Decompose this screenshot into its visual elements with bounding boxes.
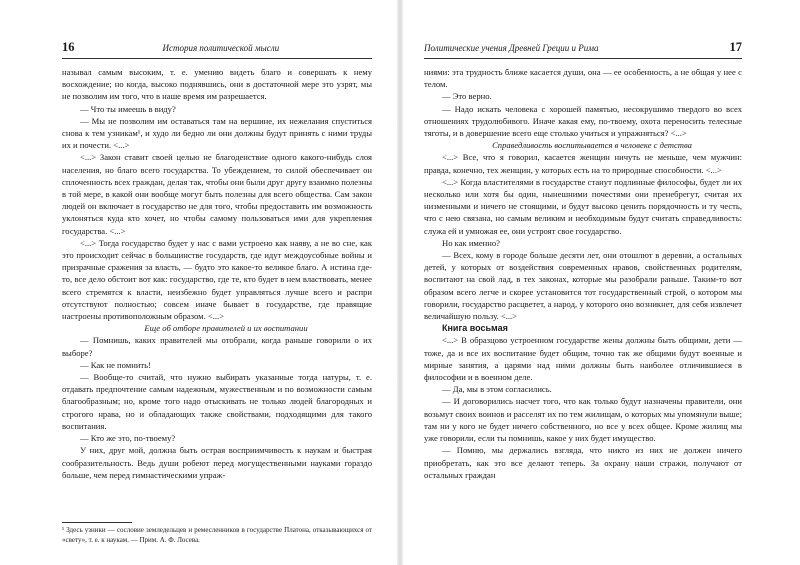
paragraph: — Мы не позволим им оставаться там на вершине, их нежелания спуститься снова к тем узникам¹, и худо ли бедно ли они должны будут принять с ними труды их и почести. <...> <box>62 115 372 151</box>
paragraph: — Вообще-то считай, что нужно выбирать указанные тогда натуры, т. е. отдавать предпочтение самым надежным, мужественным и по возможности самым благообразным; но, кроме того надо отыскивать не только людей благородных и строгого нрава, но и обладающих также свойствами, подходящими для такого воспитания. <box>62 372 372 431</box>
paragraph: — Как не помнить! <box>80 359 151 370</box>
page-number: 17 <box>729 40 742 54</box>
right-page-header <box>424 40 742 56</box>
book-heading: Книга восьмая <box>442 323 508 334</box>
running-title: Политические учения Древней Греции и Рима <box>424 43 599 53</box>
paragraph: — Да, мы в этом согласились. <box>442 384 552 395</box>
paragraph: — Всех, кому в городе больше десяти лет, они отошлют в деревни, а остальных детей, у которых от воздействия современных нравов, свойственных родителям, воспитают на свой лад, в тех законах, которые мы разобрали раньше. Таким-то вот образом всего легче и скорее установится тот государственный строй, о котором мы говорили, государство расцветет, а народ, у которого оно возникнет, для себя извлечет величайшую пользу. <...> <box>424 250 742 322</box>
paragraph: ниями: эта трудность ближе касается души, она — ее особенность, а не общая у нее с телом. <box>424 67 742 90</box>
paragraph: <...> Когда властителями в государстве станут подлинные философы, будет ли их несколько или хотя бы один, нынешними почестями они пренебрегут, считая их низменными и ничего не стоящими, и будут высоко ценить порядочность и ту честь, что с нею связана, но самым великим и необходимым будут считать справедливость: служа ей и умножая ее, они устроят свое государство. <box>424 176 742 236</box>
left-page-body <box>62 66 372 481</box>
header-rule <box>62 58 372 59</box>
paragraph: <...> В образцово устроенном государстве жены должны быть общими, дети — тоже, да и все их воспитание будет общим, точно так же общими будут военные и мирные занятия, а царями над ними должны быть наиболее отличившиеся в философии и в военном деле. <box>424 335 742 383</box>
paragraph: — Это верно. <box>442 91 492 102</box>
left-page-header <box>62 40 374 56</box>
paragraph: Но как именно? <box>442 237 500 248</box>
paragraph: <...> Все, что я говорил, касается женщин ничуть не меньше, чем мужчин: правда, конечно, тех женщин, у которых есть на то природные способности. <...> <box>424 152 742 175</box>
paragraph: <...> Тогда государство будет у нас с вами устроено как наяву, а не во сне, как это происходит сейчас в большинстве государств, где идут междоусобные войны и призрачные сражения за власть, — будто это какое-то великое благо. А истина где-то, все дело обстоит вот как: государство, где те, кто будет в нем властвовать, менее всего стремятся к власти, неизбежно будет управляться лучше всего и распри отсутствуют полностью; совсем иначе бывает в государстве, где правящие настроены противоположным образом. <...> <box>62 237 372 322</box>
page-number: 16 <box>62 40 75 54</box>
paragraph: — И договорились насчет того, что как только будут назначены правители, они возьмут своих воинов и расселят их по тем жилищам, о которых мы упомянули выше; там ни у кого не будет ничего собственного, но все у всех общее. Кроме жилищ мы уже говорили, если ты помнишь, какое у них будет имущество. <box>424 396 742 444</box>
paragraph: — Помнишь, каких правителей мы отобрали, когда раньше говорили о их выборе? <box>62 335 372 358</box>
section-subheading: Справедливость воспитывается в человеке с детства <box>492 140 692 151</box>
right-page-body <box>424 66 742 481</box>
paragraph: называл самым высоким, т. е. умению видеть благо и совершать к нему восхождение; но когда, высоко поднявшись, они в достаточной мере это узрят, мы не позволим им того, что в наше время им разрешается. <box>62 67 372 102</box>
section-subheading: Еще об отборе правителей и их воспитании <box>144 323 308 334</box>
footnote-rule <box>62 522 132 523</box>
paragraph: — Что ты имеешь в виду? <box>80 103 176 114</box>
running-title: История политической мысли <box>162 43 280 53</box>
header-rule <box>424 58 742 59</box>
paragraph: — Помню, мы держались взгляда, что никто из них не должен ничего приобретать, как это все делают теперь. За охрану наши стражи, получают от остальных граждан <box>424 445 742 480</box>
footnote: ¹ Здесь узники — сословие земледельцев и ремесленников в государстве Платона, отказывающихся от «свету», т. е. к наукам. — Прим. А. Ф. Лосева. <box>62 526 372 544</box>
right-page <box>400 0 800 565</box>
paragraph: <...> Закон ставит своей целью не благоденствие одного какого-нибудь слоя населения, но благо всего государства. То убеждением, то силой обеспечивает он сплоченность всех граждан, делая так, чтобы они были друг другу взаимно полезны в той мере, в какой они вообще могут быть полезны для всего общества. Сам закон людей он включает в государство не для того, чтобы предоставить им возможность уклоняться куда кто хочет, но чтобы самому пользоваться ими для укрепления государства. <...> <box>62 152 372 236</box>
paragraph: — Надо искать человека с хорошей памятью, несокрушимо твердого во всех отношениях трудолюбивого. Иначе какая ему, по-твоему, охота переносить телесные тяготы, и в довершение всего еще столько учиться и упражняться? <...> <box>424 103 742 139</box>
paragraph: — Кто же это, по-твоему? <box>80 433 176 444</box>
paragraph: У них, друг мой, должна быть острая восприимчивость к наукам и быстрая сообразительность. Ведь души робеют перед могущественными науками гораздо больше, чем перед гимнастическими упраж- <box>62 445 372 480</box>
